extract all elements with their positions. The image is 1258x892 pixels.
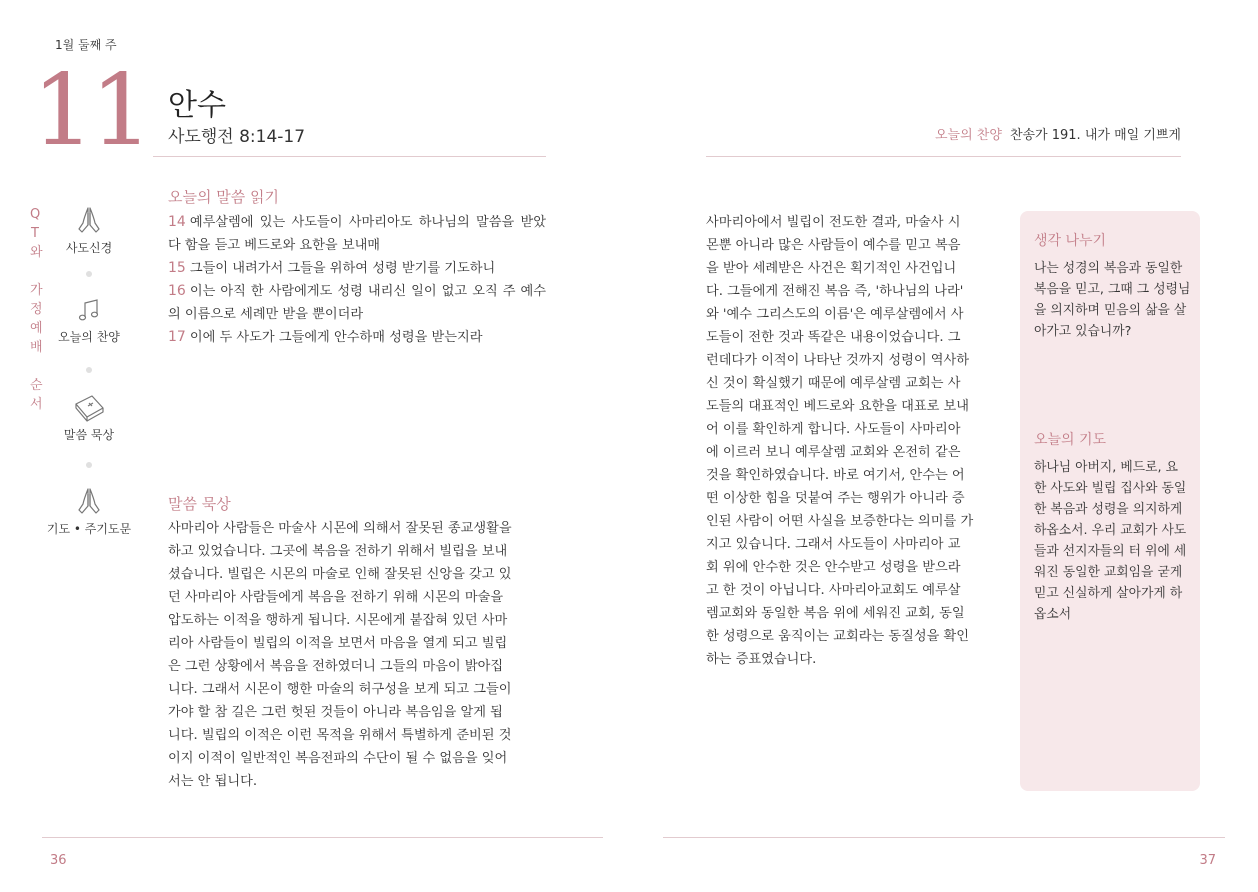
- nav-separator-dot: [86, 271, 92, 277]
- footer-divider-left: [42, 837, 603, 838]
- text-line: 런데다가 이적이 나타난 것까지 성령이 역사하: [706, 353, 970, 368]
- text-line: 에 이르러 보니 예루살렘 교회와 온전히 같은: [706, 445, 961, 460]
- text-line: 회 위에 안수한 것은 안수받고 성령을 받으라: [706, 560, 961, 575]
- text-line: 도들이 전한 것과 똑같은 내용이었습니다. 그: [706, 330, 961, 345]
- text-line: 니다. 그래서 시몬이 행한 마술의 허구성을 보게 되고 그들이: [168, 682, 512, 697]
- side-char: 예: [30, 321, 43, 336]
- scripture-reference: 사도행전 8:14-17: [168, 127, 306, 147]
- verse-number: 14: [168, 214, 186, 230]
- text-line: 지고 있습니다. 그래서 사도들이 사마리아 교: [706, 537, 961, 552]
- verse-text: 이는 아직 한 사람에게도 성령 내리신 일이 없고 오직 주 예수의 이름으로 세례만 받을 뿐이더라: [168, 284, 546, 322]
- text-line: 어 이를 확인하게 합니다. 사도들이 사마리아: [706, 422, 961, 437]
- verse: [168, 211, 546, 257]
- text-line: 서는 안 됩니다.: [168, 774, 258, 789]
- text-line: 나는 성경의 복음과 동일한: [1034, 261, 1183, 276]
- nav-separator-dot: [86, 367, 92, 373]
- week-label: 1월 둘째 주: [55, 38, 117, 52]
- text-line: 가야 할 참 길은 그런 헛된 것들이 아니라 복음임을 알게 됩: [168, 705, 503, 720]
- nav-item-meditation[interactable]: [50, 392, 128, 443]
- text-line: 아가고 있습니까?: [1034, 324, 1132, 339]
- page-number-right: 37: [1199, 853, 1216, 868]
- footer-divider-right: [663, 837, 1225, 838]
- text-line: 셨습니다. 빌립은 시몬의 마술로 인해 잘못된 신앙을 갖고 있: [168, 567, 512, 582]
- sharing-heading: 생각 나누기: [1034, 233, 1107, 249]
- text-line: 워진 동일한 교회임을 굳게: [1034, 565, 1183, 580]
- nav-separator-dot: [86, 462, 92, 468]
- text-line: 옵소서: [1034, 607, 1072, 622]
- side-char: 가: [30, 283, 43, 298]
- text-line: 하는 증표였습니다.: [706, 652, 817, 667]
- nav-label: 기도 • 주기도문: [46, 522, 132, 536]
- side-char: Q: [30, 207, 41, 222]
- meditation-heading: 말씀 묵상: [168, 495, 231, 513]
- nav-label: 사도신경: [65, 241, 113, 255]
- side-char: T: [31, 226, 39, 241]
- music-note-icon: [73, 298, 105, 324]
- text-line: 다. 그들에게 전해진 복음 즉, '하나님의 나라': [706, 284, 964, 299]
- text-line: 믿고 신실하게 살아가게 하: [1034, 586, 1183, 601]
- text-line: 한 성령으로 움직이는 교회라는 동질성을 확인: [706, 629, 970, 644]
- text-line: 하옵소서. 우리 교회가 사도: [1034, 523, 1187, 538]
- text-line: 던 사마리아 사람들에게 복음을 전하기 위해 시몬의 마술을: [168, 590, 504, 605]
- text-line: 사마리아 사람들은 마술사 시몬에 의해서 잘못된 종교생활을: [168, 521, 512, 536]
- page-number-left: 36: [50, 853, 67, 868]
- side-char: 서: [30, 397, 43, 412]
- verse-text: 이에 두 사도가 그들에게 안수하매 성령을 받는지라: [189, 330, 483, 345]
- scripture-passage: [168, 211, 546, 349]
- nav-label: 오늘의 찬양: [58, 330, 120, 344]
- day-number: 11: [32, 54, 149, 168]
- side-char: 배: [30, 340, 43, 355]
- verse: [168, 257, 546, 280]
- sharing-question: [1034, 258, 1194, 342]
- verse-text: 예루살렘에 있는 사도들이 사마리아도 하나님의 말씀을 받았다 함을 듣고 베드로와 요한을 보내매: [168, 215, 546, 253]
- text-line: 은 그런 상황에서 복음을 전하였더니 그들의 마음이 밝아집: [168, 659, 504, 674]
- side-char: 정: [30, 302, 43, 317]
- text-line: 니다. 빌립의 이적은 이런 목적을 위해서 특별하게 준비된 것: [168, 728, 512, 743]
- verse: [168, 280, 546, 326]
- nav-item-apostles-creed[interactable]: [50, 205, 128, 256]
- text-line: 을 받아 세례받은 사건은 획기적인 사건입니: [706, 261, 957, 276]
- text-line: 도들의 대표적인 베드로와 요한을 대표로 보내: [706, 399, 970, 414]
- text-line: 하고 있었습니다. 그곳에 복음을 전하기 위해서 빌립을 보내: [168, 544, 508, 559]
- praying-hands-icon: [73, 205, 105, 235]
- nav-label: 말씀 묵상: [63, 428, 115, 442]
- side-gap: [30, 357, 40, 376]
- text-line: 신 것이 확실했기 때문에 예루살렘 교회는 사: [706, 376, 961, 391]
- hymn-label: 오늘의 찬양: [935, 128, 1002, 143]
- reading-heading: 오늘의 말씀 읽기: [168, 188, 279, 206]
- hymn-value: 찬송가 191. 내가 매일 기쁘게: [1009, 128, 1181, 143]
- page-title: 안수: [168, 88, 226, 123]
- text-line: 떤 이상한 힘을 덧붙여 주는 행위가 아니라 증: [706, 491, 965, 506]
- verse-number: 16: [168, 283, 186, 299]
- bible-icon: [72, 392, 106, 422]
- text-line: 인된 사람이 어떤 사실을 보증한다는 의미를 가: [706, 514, 974, 529]
- side-char: 순: [30, 378, 43, 393]
- text-line: 한 사도와 빌립 집사와 동일: [1034, 481, 1187, 496]
- side-vertical-label: [30, 205, 43, 414]
- verse-number: 17: [168, 329, 186, 345]
- header-divider-right: [706, 156, 1181, 157]
- verse-text: 그들이 내려가서 그들을 위하여 성령 받기를 기도하니: [189, 261, 496, 276]
- text-line: 와 '예수 그리스도의 이름'은 예루살렘에서 사: [706, 307, 964, 322]
- text-line: 이지 이적이 일반적인 복음전파의 수단이 될 수 없음을 잊어: [168, 751, 508, 766]
- text-line: 사마리아에서 빌립이 전도한 결과, 마술사 시: [706, 215, 961, 230]
- text-line: 하나님 아버지, 베드로, 요: [1034, 460, 1178, 475]
- nav-item-prayer[interactable]: [42, 486, 136, 537]
- header-divider-left: [153, 156, 546, 157]
- text-line: 고 한 것이 아닙니다. 사마리아교회도 예루살: [706, 583, 961, 598]
- nav-item-todays-hymn[interactable]: [50, 298, 128, 345]
- text-line: 압도하는 이적을 행하게 됩니다. 시몬에게 붙잡혀 있던 사마: [168, 613, 508, 628]
- text-line: 복음을 믿고, 그때 그 성령님: [1034, 282, 1191, 297]
- meditation-text-right: [706, 211, 996, 671]
- text-line: 렘교회와 동일한 복음 위에 세워진 교회, 동일: [706, 606, 965, 621]
- prayer-heading: 오늘의 기도: [1034, 432, 1107, 448]
- prayer-text: [1034, 457, 1194, 625]
- side-gap: [30, 262, 40, 281]
- meditation-text-left: [168, 517, 546, 793]
- text-line: 한 복음과 성령을 의지하게: [1034, 502, 1183, 517]
- text-line: 을 의지하며 믿음의 삶을 살: [1034, 303, 1187, 318]
- verse: [168, 326, 546, 349]
- hymn-info: [935, 124, 1181, 143]
- text-line: 것을 확인하였습니다. 바로 여기서, 안수는 어: [706, 468, 965, 483]
- text-line: 몬뿐 아니라 많은 사람들이 예수를 믿고 복음: [706, 238, 961, 253]
- praying-hands-icon: [73, 486, 105, 516]
- text-line: 리아 사람들이 빌립의 이적을 보면서 마음을 열게 되고 빌립: [168, 636, 508, 651]
- text-line: 들과 선지자들의 터 위에 세: [1034, 544, 1187, 559]
- verse-number: 15: [168, 260, 186, 276]
- side-char: 와: [30, 245, 43, 260]
